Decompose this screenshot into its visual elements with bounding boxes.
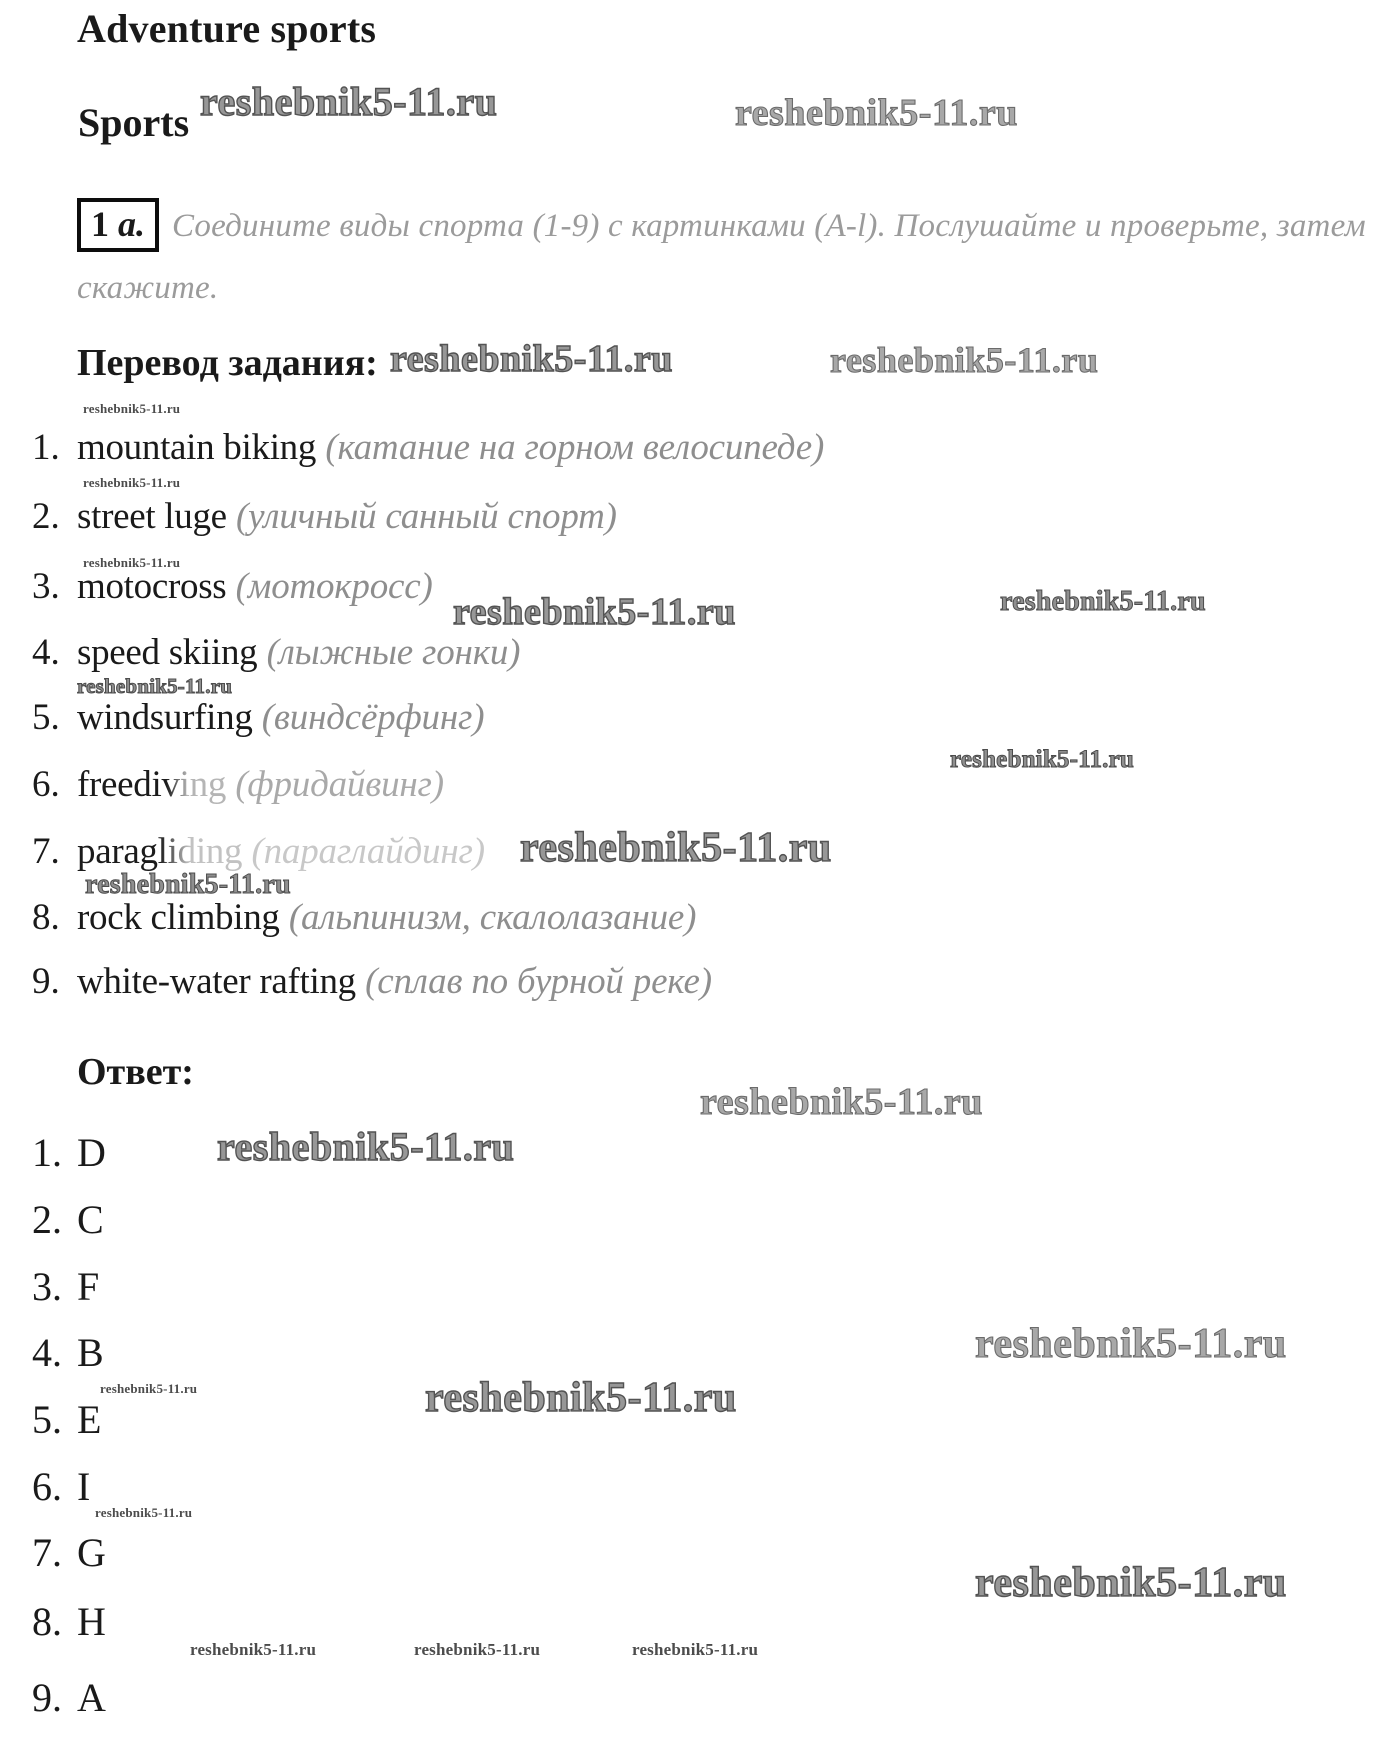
watermark: reshebnik5-11.ru bbox=[95, 1505, 193, 1520]
answer-number: 7. bbox=[32, 1530, 62, 1575]
answer-number: 6. bbox=[32, 1464, 62, 1509]
item-number: 2. bbox=[32, 496, 60, 537]
answer-letter: I bbox=[77, 1464, 91, 1509]
watermark: reshebnik5-11.ru bbox=[83, 555, 181, 570]
answer-number: 8. bbox=[32, 1599, 62, 1644]
sport-item-row bbox=[32, 498, 617, 535]
sport-item-row bbox=[32, 833, 485, 870]
sport-item-row bbox=[32, 766, 444, 803]
answer-row bbox=[32, 1599, 106, 1644]
sport-translation: (параглайдинг) bbox=[251, 831, 485, 872]
answer-letter: E bbox=[77, 1397, 102, 1442]
watermark: reshebnik5-11.ru bbox=[735, 92, 1018, 134]
sport-term: rock climbing bbox=[77, 897, 280, 938]
watermark: reshebnik5-11.ru bbox=[632, 1640, 759, 1659]
answer-row bbox=[32, 1330, 104, 1375]
sport-term: paragliding bbox=[77, 831, 243, 872]
watermark: reshebnik5-11.ru bbox=[950, 746, 1135, 773]
answer-letter: C bbox=[77, 1197, 104, 1242]
answer-number: 1. bbox=[32, 1130, 62, 1175]
item-number: 1. bbox=[32, 427, 60, 468]
watermark: reshebnik5-11.ru bbox=[83, 475, 181, 490]
item-number: 8. bbox=[32, 897, 60, 938]
watermark: reshebnik5-11.ru bbox=[453, 591, 736, 633]
item-number: 9. bbox=[32, 961, 60, 1002]
item-number: 7. bbox=[32, 831, 60, 872]
item-number: 4. bbox=[32, 632, 60, 673]
sport-item-row bbox=[32, 899, 696, 936]
task-instruction-line1: Соедините виды спорта (1-9) с картинками (A-l). Послушайте и проверьте, затем bbox=[172, 208, 1366, 244]
sport-translation: (фридайвинг) bbox=[235, 764, 444, 805]
watermark: reshebnik5-11.ru bbox=[1000, 586, 1206, 617]
answer-row bbox=[32, 1464, 91, 1509]
watermark: reshebnik5-11.ru bbox=[520, 825, 832, 871]
answer-row bbox=[32, 1197, 104, 1242]
answer-number: 5. bbox=[32, 1397, 62, 1442]
page-title: Adventure sports bbox=[77, 6, 377, 51]
answer-letter: H bbox=[77, 1599, 106, 1644]
sport-translation: (сплав по бурной реке) bbox=[365, 961, 712, 1002]
sport-term: freediving bbox=[77, 764, 227, 805]
watermark: reshebnik5-11.ru bbox=[390, 338, 673, 380]
task-letter: а. bbox=[118, 204, 145, 244]
answer-number: 2. bbox=[32, 1197, 62, 1242]
answer-row bbox=[32, 1264, 100, 1309]
sport-translation: (виндсёрфинг) bbox=[261, 697, 485, 738]
sport-term: speed skiing bbox=[77, 632, 258, 673]
watermark: reshebnik5-11.ru bbox=[425, 1375, 737, 1421]
answer-number: 3. bbox=[32, 1264, 62, 1309]
watermark: reshebnik5-11.ru bbox=[77, 674, 233, 698]
watermark: reshebnik5-11.ru bbox=[190, 1640, 317, 1659]
answers-heading: Ответ: bbox=[77, 1051, 194, 1093]
sport-translation: (альпинизм, скалолазание) bbox=[288, 897, 697, 938]
sport-item-row bbox=[32, 568, 433, 605]
sport-term: mountain biking bbox=[77, 427, 317, 468]
sport-translation: (мотокросс) bbox=[235, 566, 433, 607]
answer-letter: G bbox=[77, 1530, 106, 1575]
watermark: reshebnik5-11.ru bbox=[83, 401, 181, 416]
task-instruction-line2: скажите. bbox=[77, 270, 219, 306]
answer-number: 4. bbox=[32, 1330, 62, 1375]
translation-heading: Перевод задания: bbox=[77, 342, 378, 384]
item-number: 3. bbox=[32, 566, 60, 607]
watermark: reshebnik5-11.ru bbox=[414, 1640, 541, 1659]
answer-letter: B bbox=[77, 1330, 104, 1375]
section-subtitle: Sports bbox=[78, 100, 190, 145]
sport-item-row bbox=[32, 699, 484, 736]
answer-number: 9. bbox=[32, 1675, 62, 1720]
sport-item-row bbox=[32, 963, 712, 1000]
answer-row bbox=[32, 1675, 106, 1720]
sport-term: white-water rafting bbox=[77, 961, 356, 1002]
watermark: reshebnik5-11.ru bbox=[975, 1560, 1287, 1606]
sport-item-row bbox=[32, 634, 520, 671]
sport-translation: (катание на горном велосипеде) bbox=[325, 427, 825, 468]
watermark: reshebnik5-11.ru bbox=[830, 340, 1099, 380]
sport-term: motocross bbox=[77, 566, 227, 607]
sport-term: windsurfing bbox=[77, 697, 253, 738]
sport-term: street luge bbox=[77, 496, 227, 537]
sport-translation: (лыжные гонки) bbox=[266, 632, 521, 673]
answer-row bbox=[32, 1130, 106, 1175]
watermark: reshebnik5-11.ru bbox=[217, 1124, 515, 1169]
watermark: reshebnik5-11.ru bbox=[85, 869, 291, 900]
item-number: 6. bbox=[32, 764, 60, 805]
watermark: reshebnik5-11.ru bbox=[200, 79, 498, 124]
item-number: 5. bbox=[32, 697, 60, 738]
answer-row bbox=[32, 1397, 102, 1442]
task-number: 1 bbox=[91, 204, 109, 244]
answer-row bbox=[32, 1530, 106, 1575]
answer-letter: F bbox=[77, 1264, 100, 1309]
watermark: reshebnik5-11.ru bbox=[100, 1381, 198, 1396]
answer-letter: A bbox=[77, 1675, 106, 1720]
task-number-box bbox=[77, 198, 159, 252]
sport-item-row bbox=[32, 429, 824, 466]
sport-translation: (уличный санный спорт) bbox=[236, 496, 617, 537]
watermark: reshebnik5-11.ru bbox=[975, 1321, 1287, 1367]
answer-letter: D bbox=[77, 1130, 106, 1175]
watermark: reshebnik5-11.ru bbox=[700, 1081, 983, 1123]
